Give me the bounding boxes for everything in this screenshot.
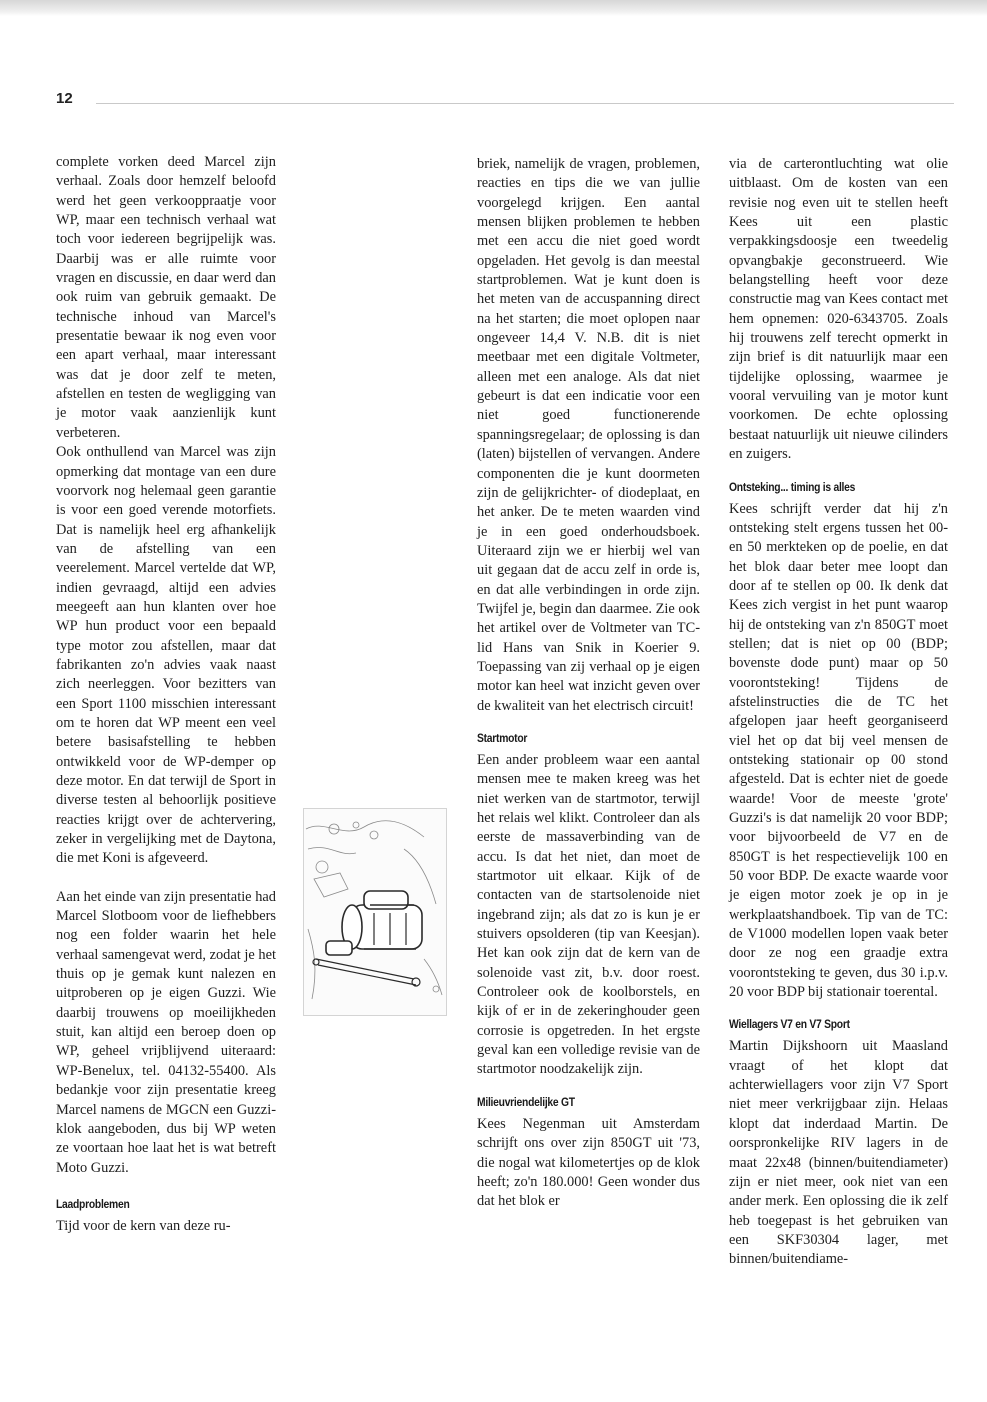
header-rule — [96, 103, 954, 104]
section-heading-ontsteking: Ontsteking... timing is alles — [729, 479, 856, 494]
starter-motor-drawing-icon — [304, 809, 446, 1015]
paragraph: via de carterontluchting wat olie uitblaast. Om de kosten van een revisie nog even uit te stellen heeft Kees uit een plastic verpakkingsdoosje een tweedelig opvangbakje geconstrueerd. Wie belangstelling heeft voor deze constructie mag van Kees contact met hem opnemen: 020-6343705. Zoals hij trouwens zelf terecht opmerkt in zijn brief is dit natuurlijk maar een tijdelijke oplossing, waarmee je vooral vervuiling van je motor kunt voorkomen. De echte oplossing bestaat natuurlijk uit nieuwe cilinders en zuigers. — [729, 156, 948, 463]
section-heading-milieuvriendelijke-gt: Milieuvriendelijke GT — [477, 1094, 575, 1109]
column-1 — [56, 153, 276, 1236]
paragraph: Kees schrijft verder dat hij z'n ontsteking stelt ergens tussen het 00- en 50 merkteken op de poelie, en dat het blok daar beter mee loopt dan door af te stellen op 00. Ik denk dat Kees zich vergist in het punt waarop hij de ontsteking van z'n 850GT moet stellen; dat is niet op 00 (BDP; bovenste dode punt) maar op 50 voorontsteking! Tijdens de afstelinstructies die de TC het afgelopen jaar heeft georganiseerd viel het op dat bij veel mensen de ontsteking stationair op 00 stond afgesteld. Dat is echter niet de goede waarde! Voor de meeste 'grote' Guzzi's is dat namelijk 20 voor BDP; voor bijvoorbeeld de V7 en de 850GT is het respectievelijk 100 en 50 voor BDP. De exacte waarde voor je eigen motor zoek je op in je werkplaatshandboek. Tip van de TC: de V1000 modellen lopen vaak beter door ze nog een graadje extra voorontsteking te geven, dus 30 i.p.v. 20 voor BDP bij stationair toerental. — [729, 500, 948, 1001]
paragraph: complete vorken deed Marcel zijn verhaal. Zoals door hemzelf beloofd werd het geen verkooppraatje voor WP, maar een technisch verhaal wat toch voor iedereen begrijpelijk was. Daarbij was er alle ruimte voor vragen en discussie, en daar werd dan ook ruim van gebruik gemaakt. De technische inhoud van Marcel's presentatie bewaar ik nog even voor een apart verhaal, maar interessant was dat je door zelf te meten, afstellen en testen de wegligging van je motor vaak aanzienlijk kunt verbeteren. — [56, 154, 276, 441]
paragraph: Tijd voor de kern van deze ru- — [56, 1217, 231, 1234]
page-number: 12 — [56, 90, 73, 107]
starter-motor-figure — [303, 808, 447, 1016]
column-3 — [729, 155, 948, 1270]
paragraph: briek, namelijk de vragen, problemen, reacties en tips die we van jullie voorgelegd krijgen. Een aantal mensen blijken problemen te hebben met een accu die niet goed wordt opgeladen. Het gevolg is dan meestal startproblemen. Wat je kunt doen is het meten van de accuspanning direct na het starten; die moet oplopen naar ongeveer 14,4 V. N.B. dit is niet meetbaar met een digitale Voltmeter, alleen met een analoge. Als dat niet gebeurt is dat een indicatie voor een niet goed functionerende spanningsregelaar; de oplossing is dan (laten) bijstellen of vervangen. Andere componenten die je kunt doormeten zijn de gelijkrichter- of diodeplaat, en het anker. De te meten waarden vind je in een goed onderhoudsboek. Uiteraard zijn we er hierbij wel van uit gegaan dat de accu zelf in orde is, en dat alle verbindingen in orde zijn. Twijfel je, begin dan daarmee. Zie ook het artikel over de Voltmeter van TC-lid Hans van Snik in Koerier 9. Toepassing van zij verhaal op je eigen motor kan heel wat inzicht geven over de kwaliteit van het electrisch circuit! — [477, 156, 700, 714]
paragraph: Martin Dijkshoorn uit Maasland vraagt of het klopt dat achterwiellagers voor zijn V7 Sport niet meer verkrijgbaar zijn. Helaas klopt dat inderdaad Martin. De oorspronkelijke RIV lagers in de maat 22x48 (binnen/buitendiameter) zijn er niet meer, ook niet van een ander merk. Een oplossing die ik zelf heb toegepast is het gebruiken van een SKF30304 lager, met binnen/buitendiame- — [729, 1038, 948, 1268]
paragraph: Aan het einde van zijn presentatie had Marcel Slotboom voor de liefhebbers nog een folder waarin het hele verhaal samengevat werd, zodat je het thuis op je gemak kunt nalezen en uitproberen op je eigen Guzzi. Wie daarbij trouwens op moeilijkheden stuit, kan altijd een beroep doen op WP, geheel vrijblijvend uiteraard: WP-Benelux, tel. 04132-55400. Als bedankje voor zijn presentatie kreeg Marcel namens de MGCN een Guzzi-klok aangeboden, dus bij WP weten ze voortaan hoe laat het is wat betreft Moto Guzzi. — [56, 888, 276, 1176]
column-2 — [477, 155, 700, 1212]
paragraph: Ook onthullend van Marcel was zijn opmerking dat montage van een dure voorvork nog helemaal geen garantie is voor een goed verende motorfiets. Dat is namelijk heel erg afhankelijk van de afstelling van een veerelement. Marcel vertelde dat WP, indien gevraagd, altijd een advies meegeeft aan hun klanten over hoe WP hun product voor een bepaald type motor zou afstellen, maar dat fabrikanten zo'n advies vaak naast zich neerleggen. Voor bezitters van een Sport 1100 misschien interessant om te horen dat WP meent een veel betere basisafstelling te hebben ontwikkeld voor de WP-demper op deze motor. En dat terwijl de Sport in diverse testen al behoorlijk positieve reacties krijgt over de achtervering, zeker in vergelijking met de Daytona, die met Koni is afgeveerd. — [56, 444, 276, 867]
section-heading-startmotor: Startmotor — [477, 730, 528, 745]
paragraph: Kees Negenman uit Amsterdam schrijft ons over zijn 850GT uit '73, die nogal wat kilometertjes op de klok heeft; zo'n 180.000! Geen wonder dus dat het blok er — [477, 1115, 700, 1210]
section-heading-wiellagers: Wiellagers V7 en V7 Sport — [729, 1017, 850, 1032]
top-edge-shadow — [0, 0, 987, 16]
section-heading-laadproblemen: Laadproblemen — [56, 1196, 130, 1211]
paragraph: Een ander probleem waar een aantal mensen mee te maken kreeg was het niet werken van de startmotor, terwijl het relais wel klikt. Controleer dan als eerste de massaverbinding van de accu. Is dat het niet, dan moet de startmotor uit elkaar. Kijk of de contacten van de startsolenoide niet ingebrand zijn; als dat zo is kun je er stuivers opsolderen (tip van Keesjan). Het kan ook zijn dat de kern van de solenoide vast zit, b.v. door roest. Controleer ook de koolborstels, en kijk of er in de zekeringhouder geen corrosie is opgetreden. In het ergste geval kan een volledige revisie van de startmotor noodzakelijk zijn. — [477, 751, 700, 1078]
